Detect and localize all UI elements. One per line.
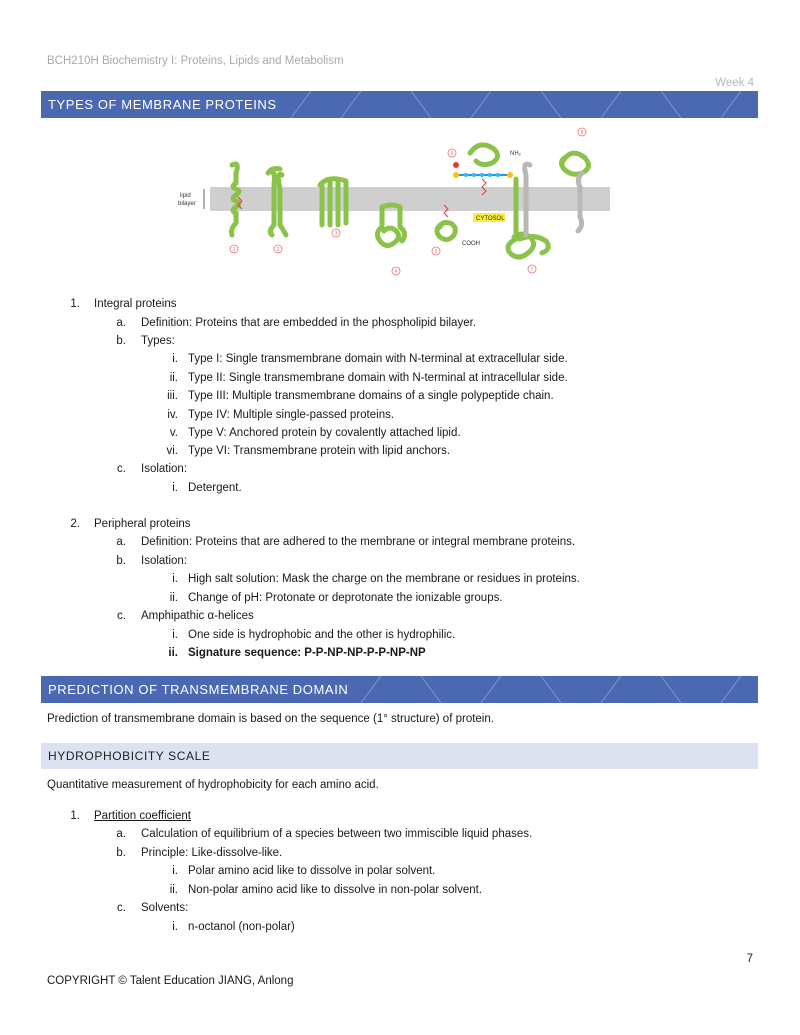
list-marker: vi.	[166, 445, 178, 457]
section-banner-types	[41, 91, 758, 118]
protein-type8-grey	[578, 173, 582, 231]
list-number: 2.	[70, 518, 80, 530]
peripheral-definition: Definition: Proteins that are adhered to the membrane or integral membrane proteins.	[141, 536, 576, 548]
integral-types-label: Types:	[141, 335, 175, 347]
amphipathic-item: One side is hydrophobic and the other is hydrophilic.	[188, 629, 456, 641]
list-marker: c.	[117, 463, 126, 475]
list-marker: ii.	[169, 372, 178, 384]
list-marker: a.	[116, 828, 126, 840]
marker-1: 1	[232, 247, 236, 253]
list-marker: i.	[172, 482, 178, 494]
type-item: Type VI: Transmembrane protein with lipid anchors.	[188, 445, 451, 457]
isolation-item: Change of pH: Protonate or deprotonate the ionizable groups.	[188, 592, 503, 604]
amphipathic-label: Amphipathic α-helices	[141, 610, 254, 622]
list-marker: b.	[116, 335, 126, 347]
protein-type4	[377, 205, 404, 246]
protein-type6	[470, 145, 498, 165]
marker-8: 8	[580, 130, 584, 136]
marker-4: 4	[394, 269, 398, 275]
lipid-bilayer	[210, 187, 610, 211]
peripheral-title: Peripheral proteins	[94, 518, 191, 530]
integral-isolation-label: Isolation:	[141, 463, 188, 475]
type-item: Type IV: Multiple single-passed proteins.	[188, 409, 395, 421]
protein-type8	[561, 153, 588, 174]
integral-isolation-item: Detergent.	[188, 482, 242, 494]
type-item: Type V: Anchored protein by covalently attached lipid.	[188, 427, 461, 439]
list-marker: iii.	[167, 390, 178, 402]
signature-sequence: Signature sequence: P-P-NP-NP-P-P-NP-NP	[188, 647, 426, 659]
list-marker: c.	[117, 902, 126, 914]
marker-3: 3	[334, 231, 338, 237]
protein-type1	[232, 164, 240, 235]
list-marker: b.	[116, 555, 126, 567]
cooh-label: COOH	[462, 241, 480, 247]
week-label: Week 4	[715, 77, 754, 89]
course-title: BCH210H Biochemistry I: Proteins, Lipids and Metabolism	[47, 55, 344, 67]
principle-item: Polar amino acid like to dissolve in polar solvent.	[188, 865, 436, 877]
membrane-proteins-figure	[170, 125, 620, 280]
list-marker: b.	[116, 847, 126, 859]
partition-title: Partition coefficient	[94, 810, 191, 822]
marker-5: 5	[434, 249, 438, 255]
integral-definition: Definition: Proteins that are embedded in the phospholipid bilayer.	[141, 317, 476, 329]
section-title-prediction: PREDICTION OF TRANSMEMBRANE DOMAIN	[48, 682, 349, 697]
list-marker: ii.	[169, 884, 178, 896]
cytosol-label: CYTOSOL	[476, 216, 505, 222]
list-marker: c.	[117, 610, 126, 622]
prediction-text: Prediction of transmembrane domain is based on the sequence (1° structure) of protein.	[47, 713, 494, 725]
peripheral-isolation-label: Isolation:	[141, 555, 188, 567]
list-marker: i.	[172, 353, 178, 365]
partition-calculation: Calculation of equilibrium of a species between two immiscible liquid phases.	[141, 828, 533, 840]
type-item: Type II: Single transmembrane domain with N-terminal at intracellular side.	[188, 372, 568, 384]
list-marker: i.	[172, 865, 178, 877]
marker-7: 7	[530, 267, 534, 273]
list-marker: a.	[116, 317, 126, 329]
nh2-label: NH₂	[510, 151, 521, 157]
solvent-item: n-octanol (non-polar)	[188, 921, 295, 933]
list-number: 1.	[70, 810, 80, 822]
marker-6: 6	[450, 151, 454, 157]
subsection-banner-hydrophobicity	[41, 743, 758, 769]
isolation-item: High salt solution: Mask the charge on the membrane or residues in proteins.	[188, 573, 580, 585]
list-marker: v.	[169, 427, 178, 439]
principle-item: Non-polar amino acid like to dissolve in non-polar solvent.	[188, 884, 483, 896]
list-marker: iv.	[167, 409, 178, 421]
solvents-label: Solvents:	[141, 902, 189, 914]
list-marker: ii.	[168, 647, 178, 659]
partition-principle: Principle: Like-dissolve-like.	[141, 847, 283, 859]
subsection-title-hydrophobicity: HYDROPHOBICITY SCALE	[48, 749, 211, 763]
hydrophobicity-text: Quantitative measurement of hydrophobicity for each amino acid.	[47, 779, 379, 791]
list-marker: a.	[116, 536, 126, 548]
list-number: 1.	[70, 298, 80, 310]
section-banner-prediction	[41, 676, 758, 703]
bilayer-label-text: bilayer	[178, 201, 196, 207]
list-marker: i.	[172, 921, 178, 933]
page-number: 7	[746, 953, 753, 965]
lipid-label: lipid	[180, 193, 191, 199]
type-item: Type I: Single transmembrane domain with N-terminal at extracellular side.	[188, 353, 568, 365]
integral-title: Integral proteins	[94, 298, 177, 310]
protein-type5	[437, 223, 455, 240]
section-title-types: TYPES OF MEMBRANE PROTEINS	[48, 97, 277, 112]
type-item: Type III: Multiple transmembrane domains of a single polypeptide chain.	[188, 390, 554, 402]
list-marker: i.	[172, 629, 178, 641]
list-marker: i.	[172, 573, 178, 585]
copyright-text: COPYRIGHT © Talent Education JIANG, Anlong	[47, 975, 294, 987]
list-marker: ii.	[169, 592, 178, 604]
marker-2: 2	[276, 247, 280, 253]
